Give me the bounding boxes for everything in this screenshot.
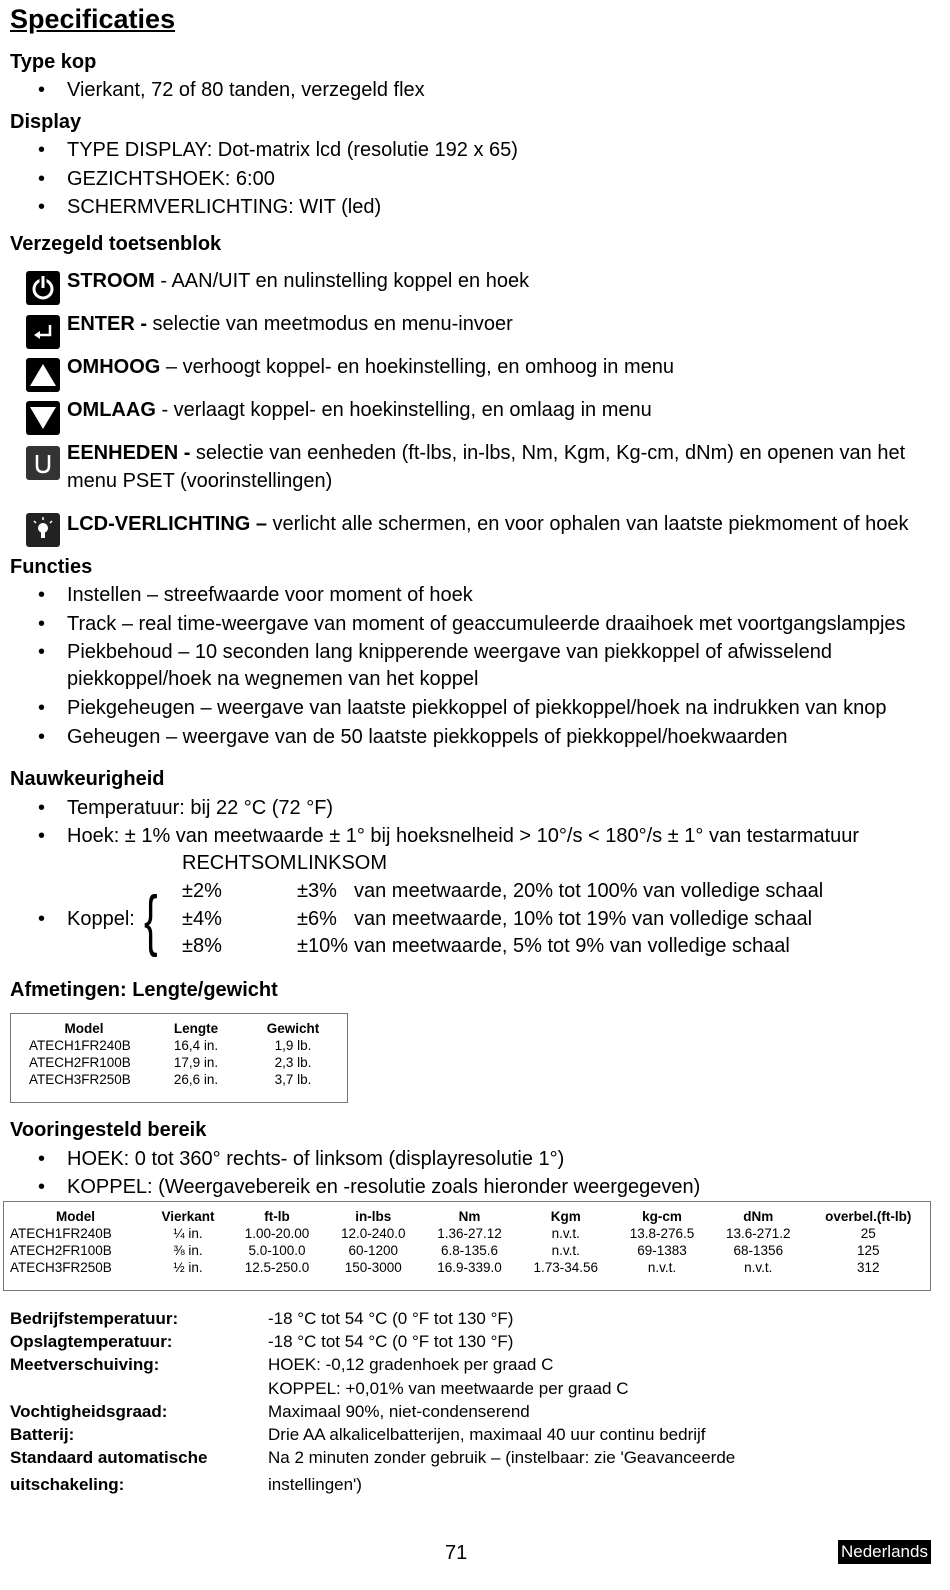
table-row xyxy=(4,1225,930,1242)
koppel-description: van meetwaarde, 20% tot 100% van volledige schaal xyxy=(354,880,824,902)
key-description xyxy=(67,270,529,293)
table-header: in-lbs xyxy=(355,1209,392,1224)
spec-label: Opslagtemperatuur: xyxy=(10,1332,173,1351)
list-item: HOEK: 0 tot 360° rechts- of linksom (displayresolutie 1°) xyxy=(67,1148,565,1170)
table-header: Kgm xyxy=(550,1209,581,1224)
table-cell: 2,3 lb. xyxy=(274,1055,312,1070)
table-cell: n.v.t. xyxy=(551,1226,580,1241)
section-heading-type-kop: Type kop xyxy=(10,51,97,73)
bullet-icon: • xyxy=(38,797,46,819)
units-icon xyxy=(26,446,60,480)
bullet-icon: • xyxy=(38,697,46,719)
list-item: KOPPEL: (Weergavebereik en -resolutie zoals hieronder weergegeven) xyxy=(67,1176,701,1198)
bullet-icon: • xyxy=(38,79,46,101)
table-row xyxy=(23,1071,339,1088)
table-cell: 13.8-276.5 xyxy=(629,1226,695,1241)
table-cell: n.v.t. xyxy=(551,1243,580,1258)
table-cell: 150-3000 xyxy=(344,1260,402,1275)
table-cell: 16,4 in. xyxy=(173,1038,219,1053)
power-icon xyxy=(26,271,60,305)
koppel-linksom: ±3% xyxy=(297,880,337,902)
table-header: Gewicht xyxy=(266,1021,320,1036)
key-label: ENTER - xyxy=(67,313,147,335)
key-text: selectie van eenheden (ft-lbs, in-lbs, Nm, Kgm, Kg-cm, dNm) en openen van het xyxy=(190,442,906,464)
page-number: 71 xyxy=(445,1542,468,1564)
bullet-icon: • xyxy=(38,196,46,218)
list-item-continued: piekkoppel/hoek na wegnemen van het koppel xyxy=(67,668,479,690)
list-item: Instellen – streefwaarde voor moment of hoek xyxy=(67,584,473,606)
table-header: Vierkant xyxy=(161,1209,215,1224)
table-cell: 1,9 lb. xyxy=(274,1038,312,1053)
table-cell: n.v.t. xyxy=(647,1260,677,1275)
bullet-icon: • xyxy=(38,726,46,748)
table-header-row xyxy=(4,1208,930,1225)
section-heading-display: Display xyxy=(10,111,82,133)
spec-value: -18 °C tot 54 °C (0 °F tot 130 °F) xyxy=(268,1309,514,1328)
table-cell: 1.73-34.56 xyxy=(533,1260,599,1275)
key-description xyxy=(67,399,652,422)
table-cell: 12.5-250.0 xyxy=(244,1260,310,1275)
bullet-icon: • xyxy=(38,908,46,930)
table-cell: 3,7 lb. xyxy=(274,1072,312,1087)
koppel-rechtsom: ±4% xyxy=(182,908,222,930)
koppel-rechtsom: ±8% xyxy=(182,935,222,957)
table-cell: ½ in. xyxy=(173,1260,203,1275)
table-cell: ATECH2FR100B xyxy=(29,1055,131,1070)
list-item: Piekbehoud – 10 seconden lang knipperende weergave van piekkoppel of afwisselend xyxy=(67,641,832,663)
key-description xyxy=(67,442,905,465)
list-item: Vierkant, 72 of 80 tanden, verzegeld flex xyxy=(67,79,425,101)
table-cell: 13.6-271.2 xyxy=(726,1226,791,1241)
dimensions-table-box xyxy=(10,1013,348,1103)
list-item: Geheugen – weergave van de 50 laatste piekkoppels of piekkoppel/hoekwaarden xyxy=(67,726,788,748)
table-header: kg-cm xyxy=(642,1209,682,1224)
key-label: EENHEDEN - xyxy=(67,442,191,464)
table-cell: ATECH1FR240B xyxy=(10,1226,112,1241)
table-row xyxy=(4,1259,930,1276)
section-heading-bereik: Vooringesteld bereik xyxy=(10,1119,207,1141)
table-cell: 312 xyxy=(856,1260,880,1275)
spec-value: -18 °C tot 54 °C (0 °F tot 130 °F) xyxy=(268,1332,514,1351)
spec-label: Meetverschuiving: xyxy=(10,1355,160,1374)
koppel-linksom: ±10% xyxy=(297,935,349,957)
section-heading-afmetingen: Afmetingen: Lengte/gewicht xyxy=(10,979,278,1001)
light-icon xyxy=(26,513,60,547)
section-heading-functies: Functies xyxy=(10,556,93,578)
bullet-icon: • xyxy=(38,1176,46,1198)
spec-label: Batterij: xyxy=(10,1425,75,1444)
table-cell: ATECH1FR240B xyxy=(29,1038,131,1053)
down-arrow-icon xyxy=(26,401,60,435)
table-cell: 26,6 in. xyxy=(173,1072,219,1087)
range-table-box xyxy=(3,1201,931,1291)
key-description xyxy=(67,356,674,379)
section-heading-nauwkeurigheid: Nauwkeurigheid xyxy=(10,768,165,790)
table-cell: 12.0-240.0 xyxy=(340,1226,406,1241)
key-text: - AAN/UIT en nulinstelling koppel en hoek xyxy=(154,270,530,292)
key-label: OMHOOG xyxy=(67,356,161,378)
spec-value: Na 2 minuten zonder gebruik – (instelbaar: zie 'Geavanceerde xyxy=(268,1448,736,1467)
table-cell: 69-1383 xyxy=(637,1243,687,1258)
list-item: Temperatuur: bij 22 °C (72 °F) xyxy=(67,797,334,819)
table-row xyxy=(23,1037,339,1054)
table-row xyxy=(23,1054,339,1071)
table-header: overbel.(ft-lb) xyxy=(825,1209,912,1224)
bullet-icon: • xyxy=(38,825,46,847)
dimensions-table xyxy=(23,1020,339,1088)
table-header-row xyxy=(23,1020,339,1037)
spec-value: Drie AA alkalicelbatterijen, maximaal 40 uur continu bedrijf xyxy=(268,1425,706,1444)
list-item: TYPE DISPLAY: Dot-matrix lcd (resolutie 192 x 65) xyxy=(67,139,518,161)
table-cell: 5.0-100.0 xyxy=(248,1243,306,1258)
spec-value: instellingen') xyxy=(268,1475,362,1494)
table-cell: 60-1200 xyxy=(348,1243,399,1258)
key-label: LCD-VERLICHTING – xyxy=(67,513,267,535)
spec-label: Standaard automatische xyxy=(10,1448,208,1467)
list-item: Hoek: ± 1% van meetwaarde ± 1° bij hoeksnelheid > 10°/s < 180°/s ± 1° van testarmatuur xyxy=(67,825,860,847)
table-cell: ATECH3FR250B xyxy=(29,1072,131,1087)
table-header: Model xyxy=(64,1021,104,1036)
bullet-icon: • xyxy=(38,641,46,663)
table-cell: 6.8-135.6 xyxy=(440,1243,499,1258)
key-text: – verhoogt koppel- en hoekinstelling, en omhoog in menu xyxy=(160,356,675,378)
table-header: Model xyxy=(56,1209,96,1224)
spec-label: Vochtigheidsgraad: xyxy=(10,1402,168,1421)
range-table xyxy=(4,1208,930,1276)
list-item: Track – real time-weergave van moment of geaccumuleerde draaihoek met voortgangslampjes xyxy=(67,613,906,635)
spec-value: HOEK: -0,12 gradenhoek per graad C xyxy=(268,1355,554,1374)
table-header: Lengte xyxy=(173,1021,219,1036)
spec-label: uitschakeling: xyxy=(10,1475,125,1494)
page-title: Specificaties xyxy=(10,4,176,34)
bullet-icon: • xyxy=(38,1148,46,1170)
table-cell: ¼ in. xyxy=(173,1226,203,1241)
table-cell: 125 xyxy=(856,1243,880,1258)
table-cell: 1.00-20.00 xyxy=(244,1226,310,1241)
table-header: dNm xyxy=(743,1209,774,1224)
table-cell: 17,9 in. xyxy=(173,1055,219,1070)
section-heading-keypad: Verzegeld toetsenblok xyxy=(10,233,222,255)
table-cell: ATECH3FR250B xyxy=(10,1260,112,1275)
spec-value: KOPPEL: +0,01% van meetwaarde per graad C xyxy=(268,1379,629,1398)
key-text: selectie van meetmodus en menu-invoer xyxy=(147,313,513,335)
column-header-rechtsom: RECHTSOM xyxy=(182,852,297,874)
enter-icon xyxy=(26,315,60,349)
key-label: STROOM xyxy=(67,270,155,292)
spec-label: Bedrijfstemperatuur: xyxy=(10,1309,179,1328)
bullet-icon: • xyxy=(38,613,46,635)
list-item: Piekgeheugen – weergave van laatste piekkoppel of piekkoppel/hoek na indrukken van knop xyxy=(67,697,887,719)
koppel-label: Koppel: xyxy=(67,908,135,930)
bullet-icon: • xyxy=(38,584,46,606)
key-text: verlicht alle schermen, en voor ophalen van laatste piekmoment of hoek xyxy=(267,513,909,535)
language-badge: Nederlands xyxy=(838,1540,931,1564)
up-arrow-icon xyxy=(26,358,60,392)
key-text: - verlaagt koppel- en hoekinstelling, en omlaag in menu xyxy=(155,399,652,421)
table-cell: 25 xyxy=(860,1226,876,1241)
koppel-description: van meetwaarde, 10% tot 19% van volledige schaal xyxy=(354,908,813,930)
bullet-icon: • xyxy=(38,139,46,161)
koppel-rechtsom: ±2% xyxy=(182,880,222,902)
table-cell: ATECH2FR100B xyxy=(10,1243,112,1258)
table-cell: 68-1356 xyxy=(733,1243,784,1258)
table-cell: n.v.t. xyxy=(744,1260,773,1275)
table-header: ft-lb xyxy=(264,1209,290,1224)
key-description xyxy=(67,513,908,536)
key-description xyxy=(67,313,513,336)
list-item: GEZICHTSHOEK: 6:00 xyxy=(67,168,275,190)
curly-brace: { xyxy=(144,882,158,958)
column-header-linksom: LINKSOM xyxy=(297,852,388,874)
bullet-icon: • xyxy=(38,168,46,190)
key-label: OMLAAG xyxy=(67,399,156,421)
table-cell: 16.9-339.0 xyxy=(437,1260,502,1275)
table-cell: ⅜ in. xyxy=(173,1243,203,1258)
key-description-continued: menu PSET (voorinstellingen) xyxy=(67,470,333,492)
koppel-linksom: ±6% xyxy=(297,908,337,930)
table-cell: 1.36-27.12 xyxy=(437,1226,502,1241)
table-header: Nm xyxy=(458,1209,481,1224)
koppel-description: van meetwaarde, 5% tot 9% van volledige schaal xyxy=(354,935,790,957)
list-item: SCHERMVERLICHTING: WIT (led) xyxy=(67,196,382,218)
table-row xyxy=(4,1242,930,1259)
spec-value: Maximaal 90%, niet-condenserend xyxy=(268,1402,530,1421)
